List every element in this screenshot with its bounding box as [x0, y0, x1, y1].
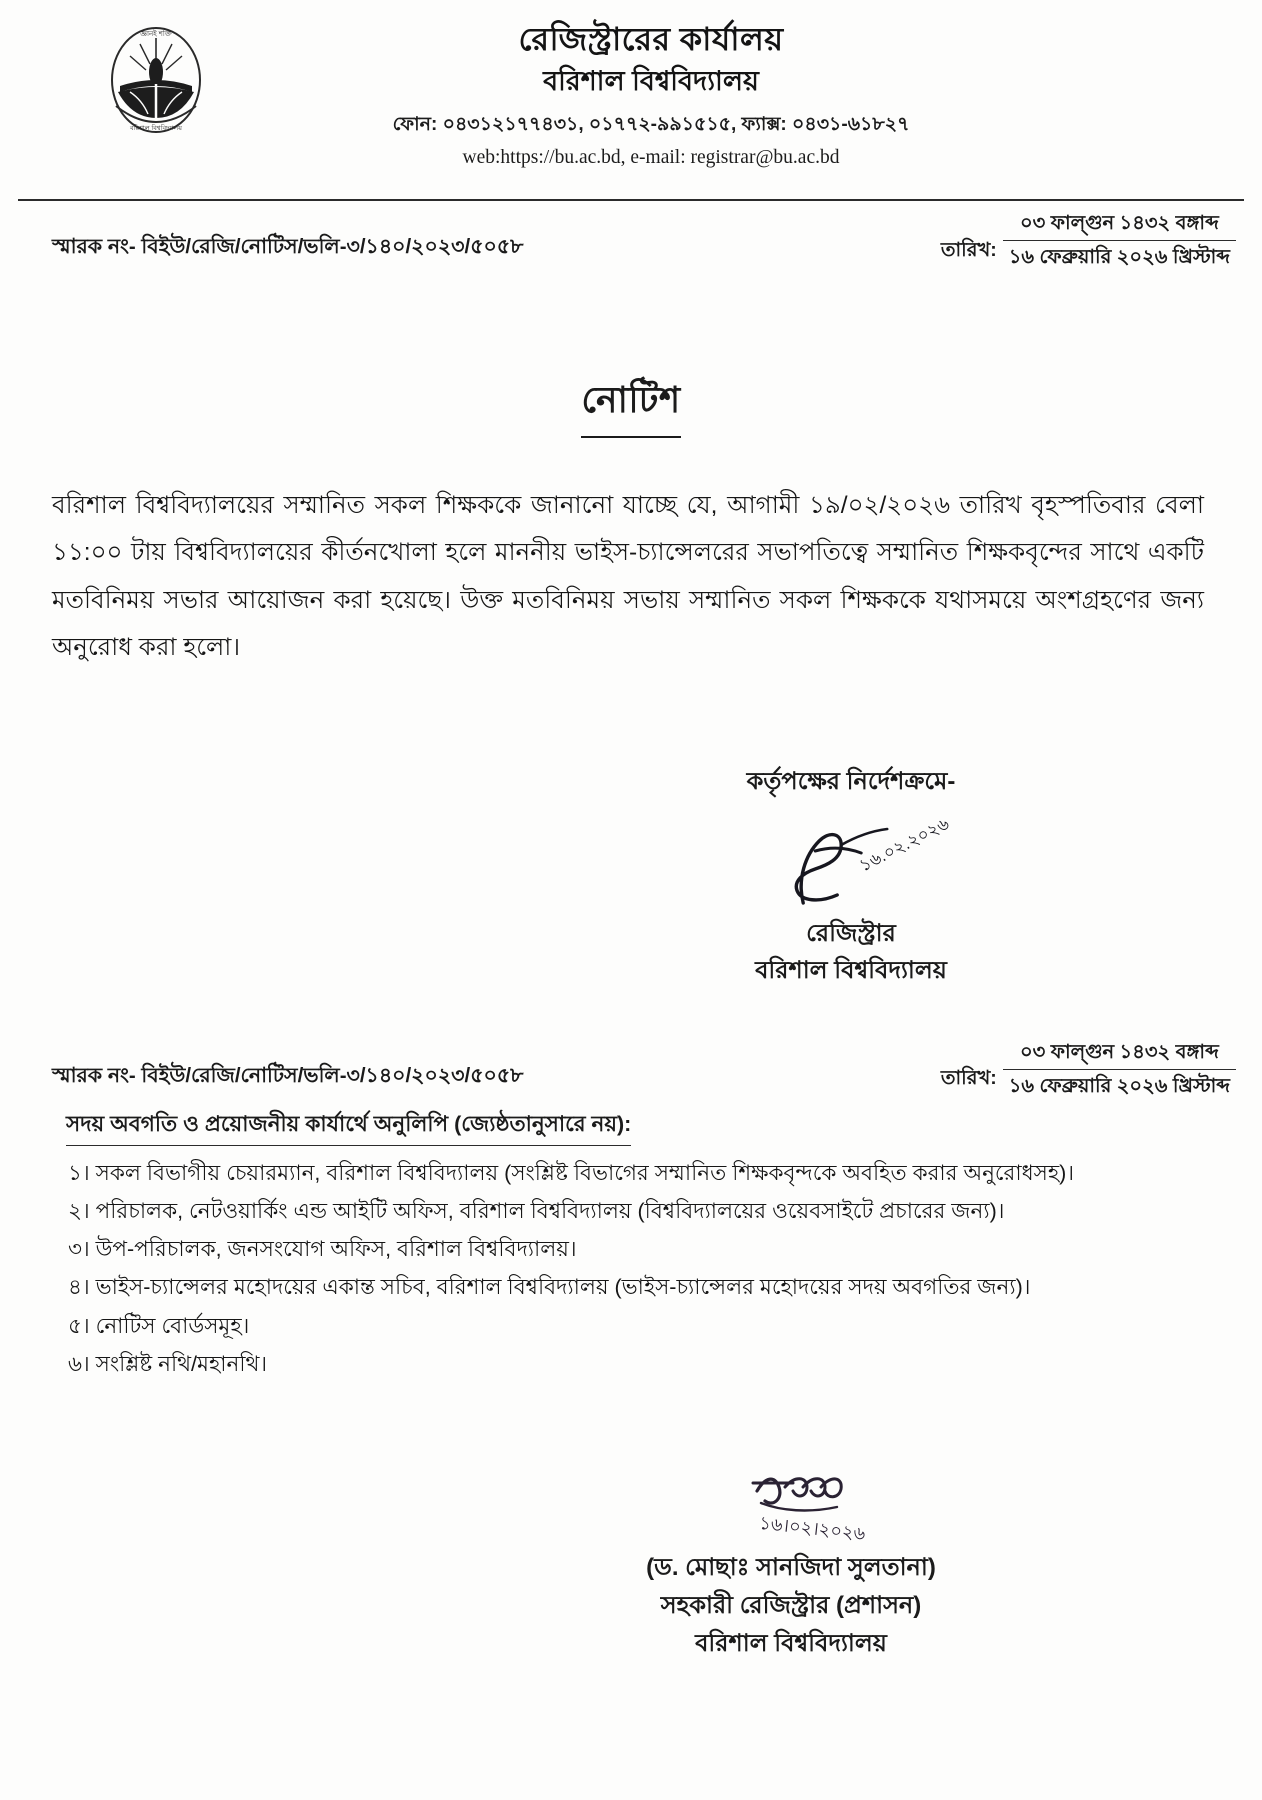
- contact-line: ফোন: ০৪৩১২১৭৭৪৩১, ০১৭৭২-৯৯১৫১৫, ফ্যাক্স: ০৪৩১-৬১৮২৭: [392, 114, 910, 136]
- date-bangla-bottom: ০৩ ফাল্গুন ১৪৩২ বঙ্গাব্দ: [1003, 1038, 1236, 1070]
- memo-date-row-top: [0, 212, 1262, 277]
- date-gregorian-top: ১৬ ফেব্রুয়ারি ২০২৬ খ্রিস্টাব্দ: [1008, 246, 1230, 269]
- registrar-signature-icon: [440, 807, 1262, 915]
- date-bangla-top: ০৩ ফাল্গুন ১৪৩২ বঙ্গাব্দ: [1003, 209, 1236, 241]
- notice-title: নোটিশ: [581, 373, 680, 438]
- list-item: ২। পরিচালক, নেটওয়ার্কিং এন্ড আইটি অফিস, বরিশাল বিশ্ববিদ্যালয় (বিশ্ববিদ্যালয়ের ওয়েবসাইটে প্রচারের জন্য)।: [68, 1198, 1005, 1223]
- memo-date-row-bottom: [0, 1042, 1262, 1102]
- assistant-registrar-name: (ড. মোছাঃ সানজিদা সুলতানা): [646, 1554, 936, 1582]
- notice-body-paragraph: বরিশাল বিশ্ববিদ্যালয়ের সম্মানিত সকল শিক্ষককে জানানো যাচ্ছে যে, আগামী ১৯/০২/২০২৬ তারিখ বৃহস্পতিবার বেলা ১১:০০ টায় বিশ্ববিদ্যালয়ের কীর্তনখোলা হলে মাননীয় ভাইস-চ্যান্সেলরের সভাপতিত্বে সম্মানিত শিক্ষকবৃন্দের সাথে একটি মতবিনিময় সভার আয়োজন করা হয়েছে। উক্ত মতবিনিময় সভায় সম্মানিত সকল শিক্ষককে যথাসময়ে অংশগ্রহণের জন্য অনুরোধ করা হলো।: [52, 492, 1204, 661]
- office-title: রেজিস্ট্রারের কার্যালয়: [518, 21, 784, 57]
- date-label-bottom: তারিখ:: [940, 1067, 997, 1090]
- distribution-list: [68, 1154, 1262, 1384]
- date-block-bottom: [941, 1038, 1236, 1102]
- header-divider: [18, 199, 1244, 201]
- memo-number-bottom: স্মারক নং- বিইউ/রেজি/নোটিস/ভলি-৩/১৪০/২০২৩/৫০৫৮: [52, 1063, 524, 1087]
- web-email-line: web:https://bu.ac.bd, e-mail: registrar@bu.ac.bd: [462, 147, 840, 169]
- university-name: বরিশাল বিশ্ববিদ্যালয়: [543, 66, 759, 97]
- registrar-designation: রেজিস্ট্রার: [806, 920, 896, 948]
- notice-title-wrapper: [0, 373, 1262, 438]
- svg-text:জ্ঞানই শক্তি: জ্ঞানই শক্তি: [140, 31, 172, 38]
- university-crest-icon: [104, 22, 208, 138]
- by-order-of-authority: কর্তৃপক্ষের নির্দেশক্রমে-: [746, 768, 956, 796]
- assistant-registrar-designation: সহকারী রেজিস্ট্রার (প্রশাসন): [660, 1592, 922, 1619]
- signature-block-registrar: [0, 763, 1262, 989]
- date-gregorian-bottom: ১৬ ফেব্রুয়ারি ২০২৬ খ্রিস্টাব্দ: [1008, 1074, 1230, 1097]
- svg-text:বরিশাল বিশ্ববিদ্যালয়: বরিশাল বিশ্ববিদ্যালয়: [130, 125, 182, 132]
- notice-body: [52, 482, 1204, 671]
- signature-block-assistant-registrar: [0, 1457, 1262, 1663]
- distribution-heading: সদয় অবগতি ও প্রয়োজনীয় কার্যার্থে অনুলিপি (জ্যেষ্ঠতানুসারে নয়):: [66, 1108, 631, 1146]
- distribution-section: [0, 1102, 1262, 1384]
- list-item: ৪। ভাইস-চ্যান্সেলর মহোদয়ের একান্ত সচিব, বরিশাল বিশ্ববিদ্যালয় (ভাইস-চ্যান্সেলর মহোদয়ের সদয় অবগতির জন্য)।: [68, 1275, 1031, 1300]
- svg-text:১৬.০২.২০২৬: ১৬.০২.২০২৬: [856, 814, 953, 876]
- list-item: ১। সকল বিভাগীয় চেয়ারম্যান, বরিশাল বিশ্ববিদ্যালয় (সংশ্লিষ্ট বিভাগের সম্মানিত শিক্ষকবৃন্দকে অবহিত করার অনুরোধসহ)।: [68, 1160, 1075, 1185]
- date-label-top: তারিখ:: [940, 238, 997, 261]
- list-item: ৬। সংশ্লিষ্ট নথি/মহানথি।: [68, 1351, 268, 1376]
- date-block-top: [941, 209, 1236, 273]
- svg-text:১৬।০২।২০২৬: ১৬।০২।২০২৬: [758, 1512, 867, 1544]
- registrar-organization: বরিশাল বিশ্ববিদ্যালয়: [755, 957, 947, 985]
- list-item: ৩। উপ-পরিচালক, জনসংযোগ অফিস, বরিশাল বিশ্ববিদ্যালয়।: [68, 1237, 577, 1262]
- memo-number-top: স্মারক নং- বিইউ/রেজি/নোটিস/ভলি-৩/১৪০/২০২৩/৫০৫৮: [52, 235, 524, 258]
- assistant-registrar-signature-icon: [320, 1457, 1262, 1549]
- list-item: ৫। নোটিস বোর্ডসমূহ।: [68, 1313, 250, 1338]
- letterhead: [0, 0, 1262, 190]
- assistant-registrar-organization: বরিশাল বিশ্ববিদ্যালয়: [695, 1629, 887, 1657]
